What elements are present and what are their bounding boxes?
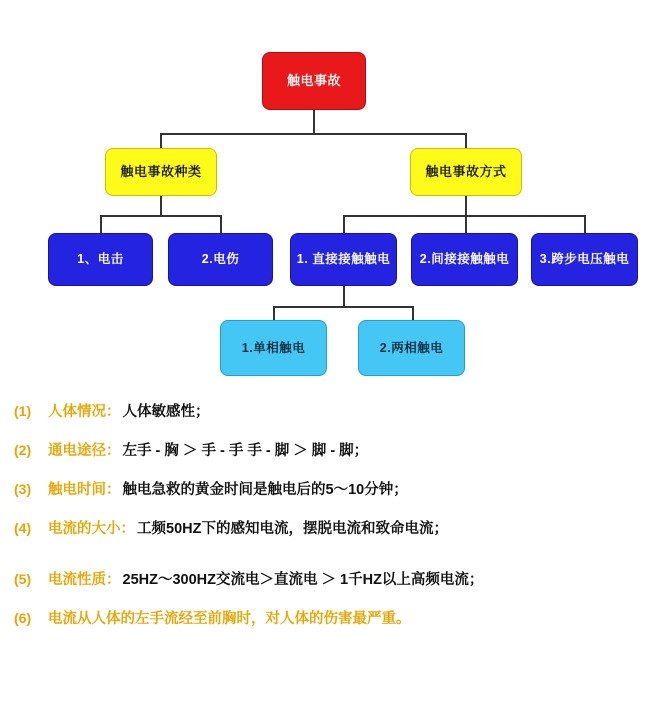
note-item <box>14 478 650 499</box>
node-single-phase-shock-label: 1.单相触电 <box>241 340 306 355</box>
note-term: 电流性质： <box>48 572 121 588</box>
node-direct-contact <box>290 233 397 286</box>
node-direct-contact-label: 1. 直接接触触电 <box>296 252 391 266</box>
node-step-voltage-label: 3.跨步电压触电 <box>539 252 630 266</box>
note-text: 左手 - 胸 ＞ 手 - 手 手 - 脚 ＞ 脚 - 脚； <box>122 443 369 459</box>
connector-to-step <box>584 215 586 234</box>
node-indirect-contact <box>411 233 518 286</box>
notes-list <box>0 400 664 646</box>
note-term: 电流的大小： <box>48 521 135 537</box>
note-item <box>14 439 650 460</box>
connector-to-shock <box>100 215 102 234</box>
node-step-voltage <box>531 233 638 286</box>
node-accident-category <box>105 148 217 196</box>
connector-to-single-phase <box>273 306 275 321</box>
node-single-phase-shock <box>220 320 327 376</box>
note-number: (5) <box>14 571 32 587</box>
connector-to-two-phase <box>412 306 414 321</box>
node-accident-mode <box>410 148 522 196</box>
node-electric-injury <box>168 233 273 286</box>
node-two-phase-shock <box>358 320 465 376</box>
note-term: 人体情况： <box>48 404 121 420</box>
note-number: (3) <box>14 481 32 497</box>
note-item <box>14 607 650 628</box>
connector-direct-down <box>343 286 345 307</box>
connector-category-down <box>160 196 162 216</box>
connector-mode-horizontal <box>343 215 585 217</box>
node-root-accident <box>262 52 366 110</box>
note-text: 25HZ～300HZ交流电＞直流电 ＞ 1千HZ以上高频电流； <box>122 572 484 588</box>
connector-to-indirect <box>465 215 467 234</box>
node-electric-injury-label: 2.电伤 <box>201 252 240 266</box>
node-accident-category-label: 触电事故种类 <box>120 164 202 180</box>
note-text: 工频50HZ下的感知电流，摆脱电流和致命电流； <box>137 521 448 537</box>
connector-root-down <box>313 110 315 134</box>
note-item <box>14 400 650 421</box>
node-root-accident-label: 触电事故 <box>286 73 341 89</box>
note-item <box>14 568 650 589</box>
connector-to-direct <box>343 215 345 234</box>
node-indirect-contact-label: 2.间接接触触电 <box>419 252 510 266</box>
note-text: 人体敏感性； <box>122 404 210 420</box>
note-number: (6) <box>14 610 32 626</box>
connector-mode-down <box>465 196 467 216</box>
note-text: 触电急救的黄金时间是触电后的5～10分钟； <box>122 482 408 498</box>
note-number: (2) <box>14 442 32 458</box>
node-accident-mode-label: 触电事故方式 <box>425 164 507 180</box>
connector-level1-horizontal <box>160 133 466 135</box>
note-term: 触电时间： <box>48 482 121 498</box>
node-electric-shock-label: 1、电击 <box>77 252 124 266</box>
note-number: (1) <box>14 403 32 419</box>
note-number: (4) <box>14 520 32 536</box>
note-term: 电流从人体的左手流经至前胸时，对人体的伤害最严重。 <box>48 611 411 627</box>
node-electric-shock <box>48 233 153 286</box>
connector-phase-horizontal <box>273 306 413 308</box>
connector-to-injury <box>220 215 222 234</box>
node-two-phase-shock-label: 2.两相触电 <box>379 340 444 355</box>
note-item <box>14 517 650 538</box>
note-term: 通电途径： <box>48 443 121 459</box>
connector-category-horizontal <box>100 215 221 217</box>
